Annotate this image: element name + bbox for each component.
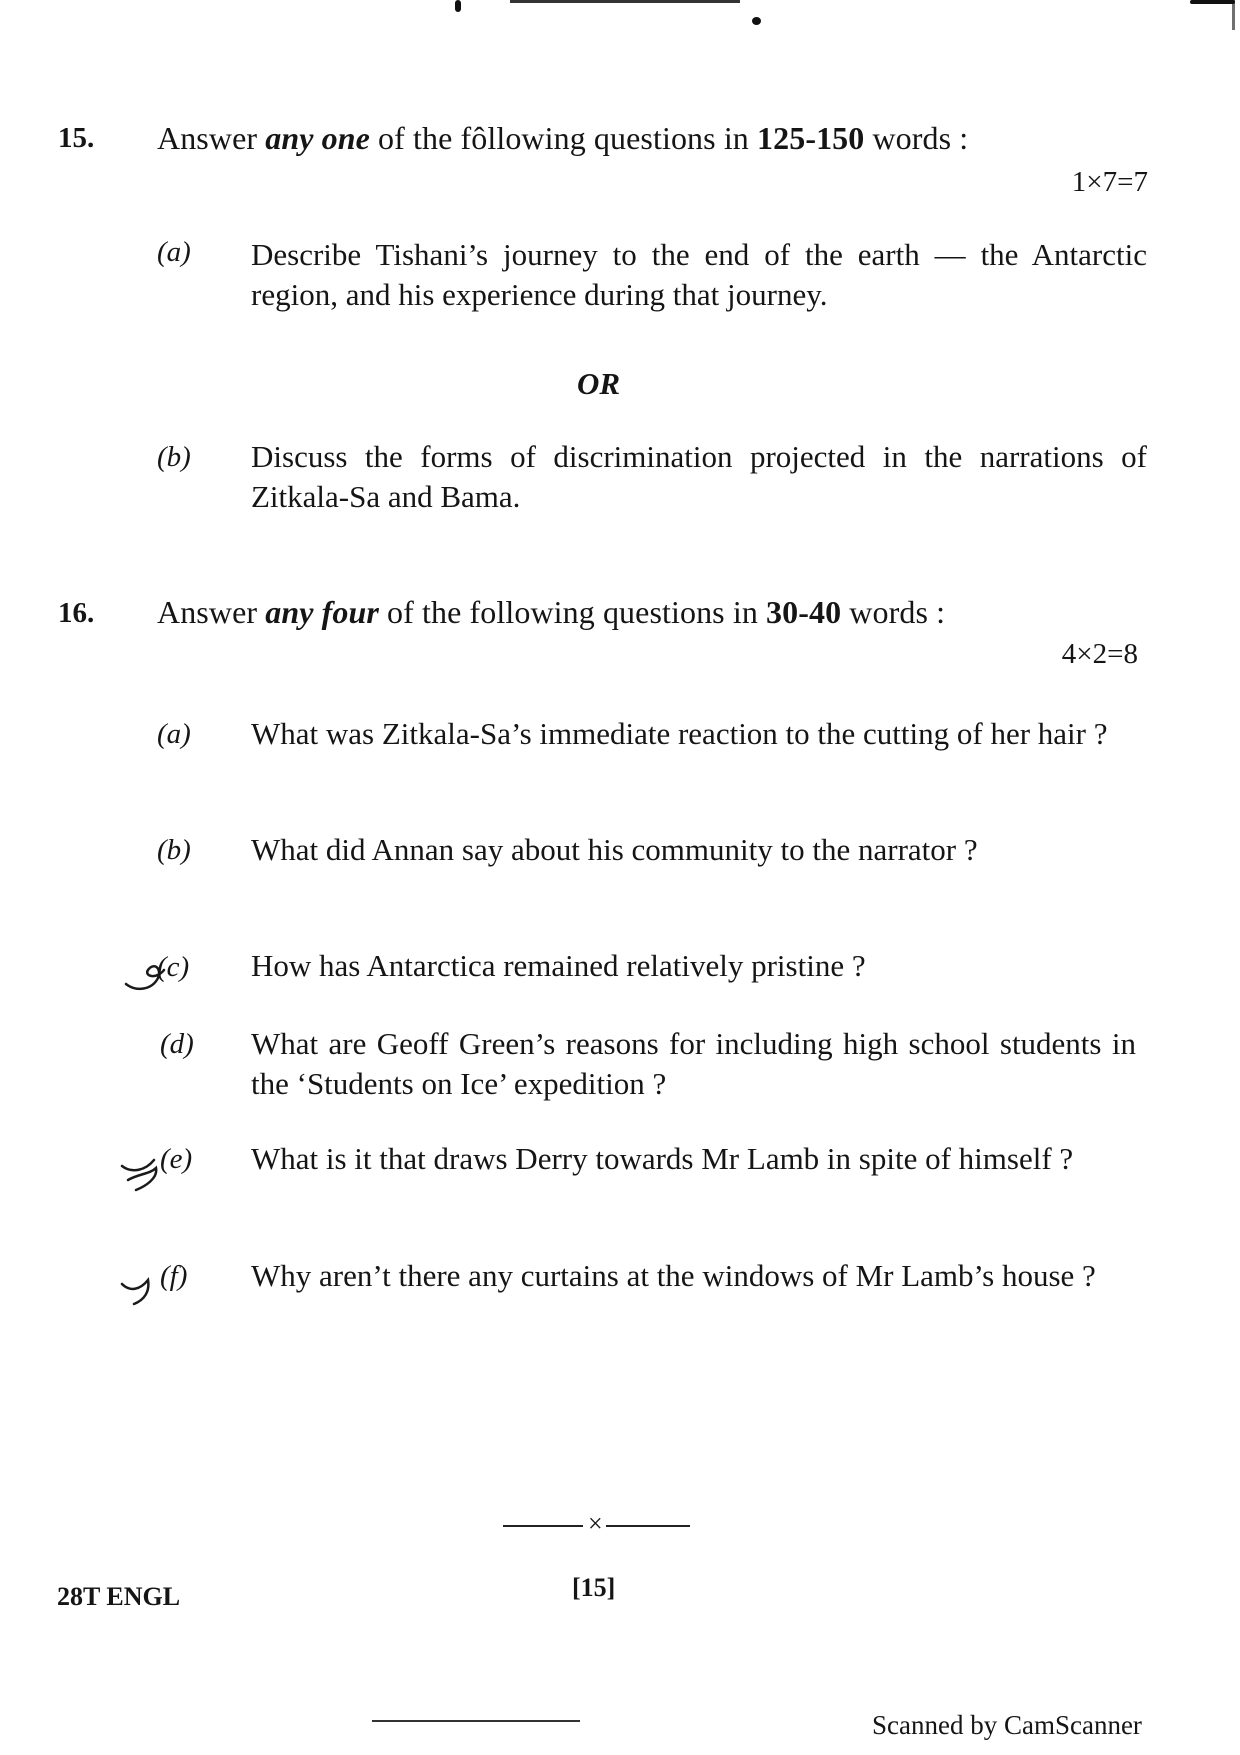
scan-artifact-top-left <box>455 0 461 12</box>
scan-artifact-edge <box>1232 0 1235 30</box>
part-label: (b) <box>157 441 191 473</box>
part-label: (d) <box>160 1028 194 1060</box>
part-label: (f) <box>160 1260 188 1292</box>
paper-code: 28T ENGL <box>57 1582 181 1611</box>
question-number: 15. <box>58 122 95 154</box>
scan-artifact-dot <box>752 17 761 25</box>
scan-artifact-top <box>510 0 740 3</box>
scan-artifact-top-right <box>1190 0 1235 4</box>
question-instruction: Answer any four of the following questions in 30-40 words : <box>157 594 946 630</box>
part-label: (a) <box>157 236 191 268</box>
question-instruction: Answer any one of the fôllowing questions in 125-150 words : <box>157 120 969 156</box>
part-label: (c) <box>157 951 190 983</box>
part-label: (e) <box>160 1143 193 1175</box>
scanner-watermark: Scanned by CamScanner <box>872 1710 1142 1740</box>
part-text: What did Annan say about his community to the narrator ? <box>251 832 978 867</box>
question-number: 16. <box>58 597 95 629</box>
or-separator: OR <box>577 366 621 401</box>
part-text: What was Zitkala-Sa’s immediate reaction to the cutting of her hair ? <box>251 716 1108 751</box>
part-text: What are Geoff Green’s reasons for including high school students in the ‘Students on Ice’ expedition ? <box>251 1026 1136 1101</box>
question-marks: 4×2=8 <box>1061 638 1138 670</box>
part-text: Discuss the forms of discrimination projected in the narrations of Zitkala-Sa and Bama. <box>251 439 1147 514</box>
end-marker-line-right <box>606 1525 690 1527</box>
part-text: How has Antarctica remained relatively pristine ? <box>251 948 866 983</box>
part-text: Why aren’t there any curtains at the windows of Mr Lamb’s house ? <box>251 1258 1096 1293</box>
end-marker: × <box>588 1509 603 1538</box>
page-number: [15] <box>572 1573 616 1602</box>
part-label: (b) <box>157 834 191 866</box>
bottom-scan-line <box>372 1720 580 1722</box>
part-text: Describe Tishani’s journey to the end of the earth — the Antarctic region, and his experience during that journey. <box>251 237 1147 312</box>
question-marks: 1×7=7 <box>1071 166 1148 198</box>
part-text: What is it that draws Derry towards Mr Lamb in spite of himself ? <box>251 1141 1074 1176</box>
end-marker-line-left <box>503 1525 583 1527</box>
part-label: (a) <box>157 718 191 750</box>
